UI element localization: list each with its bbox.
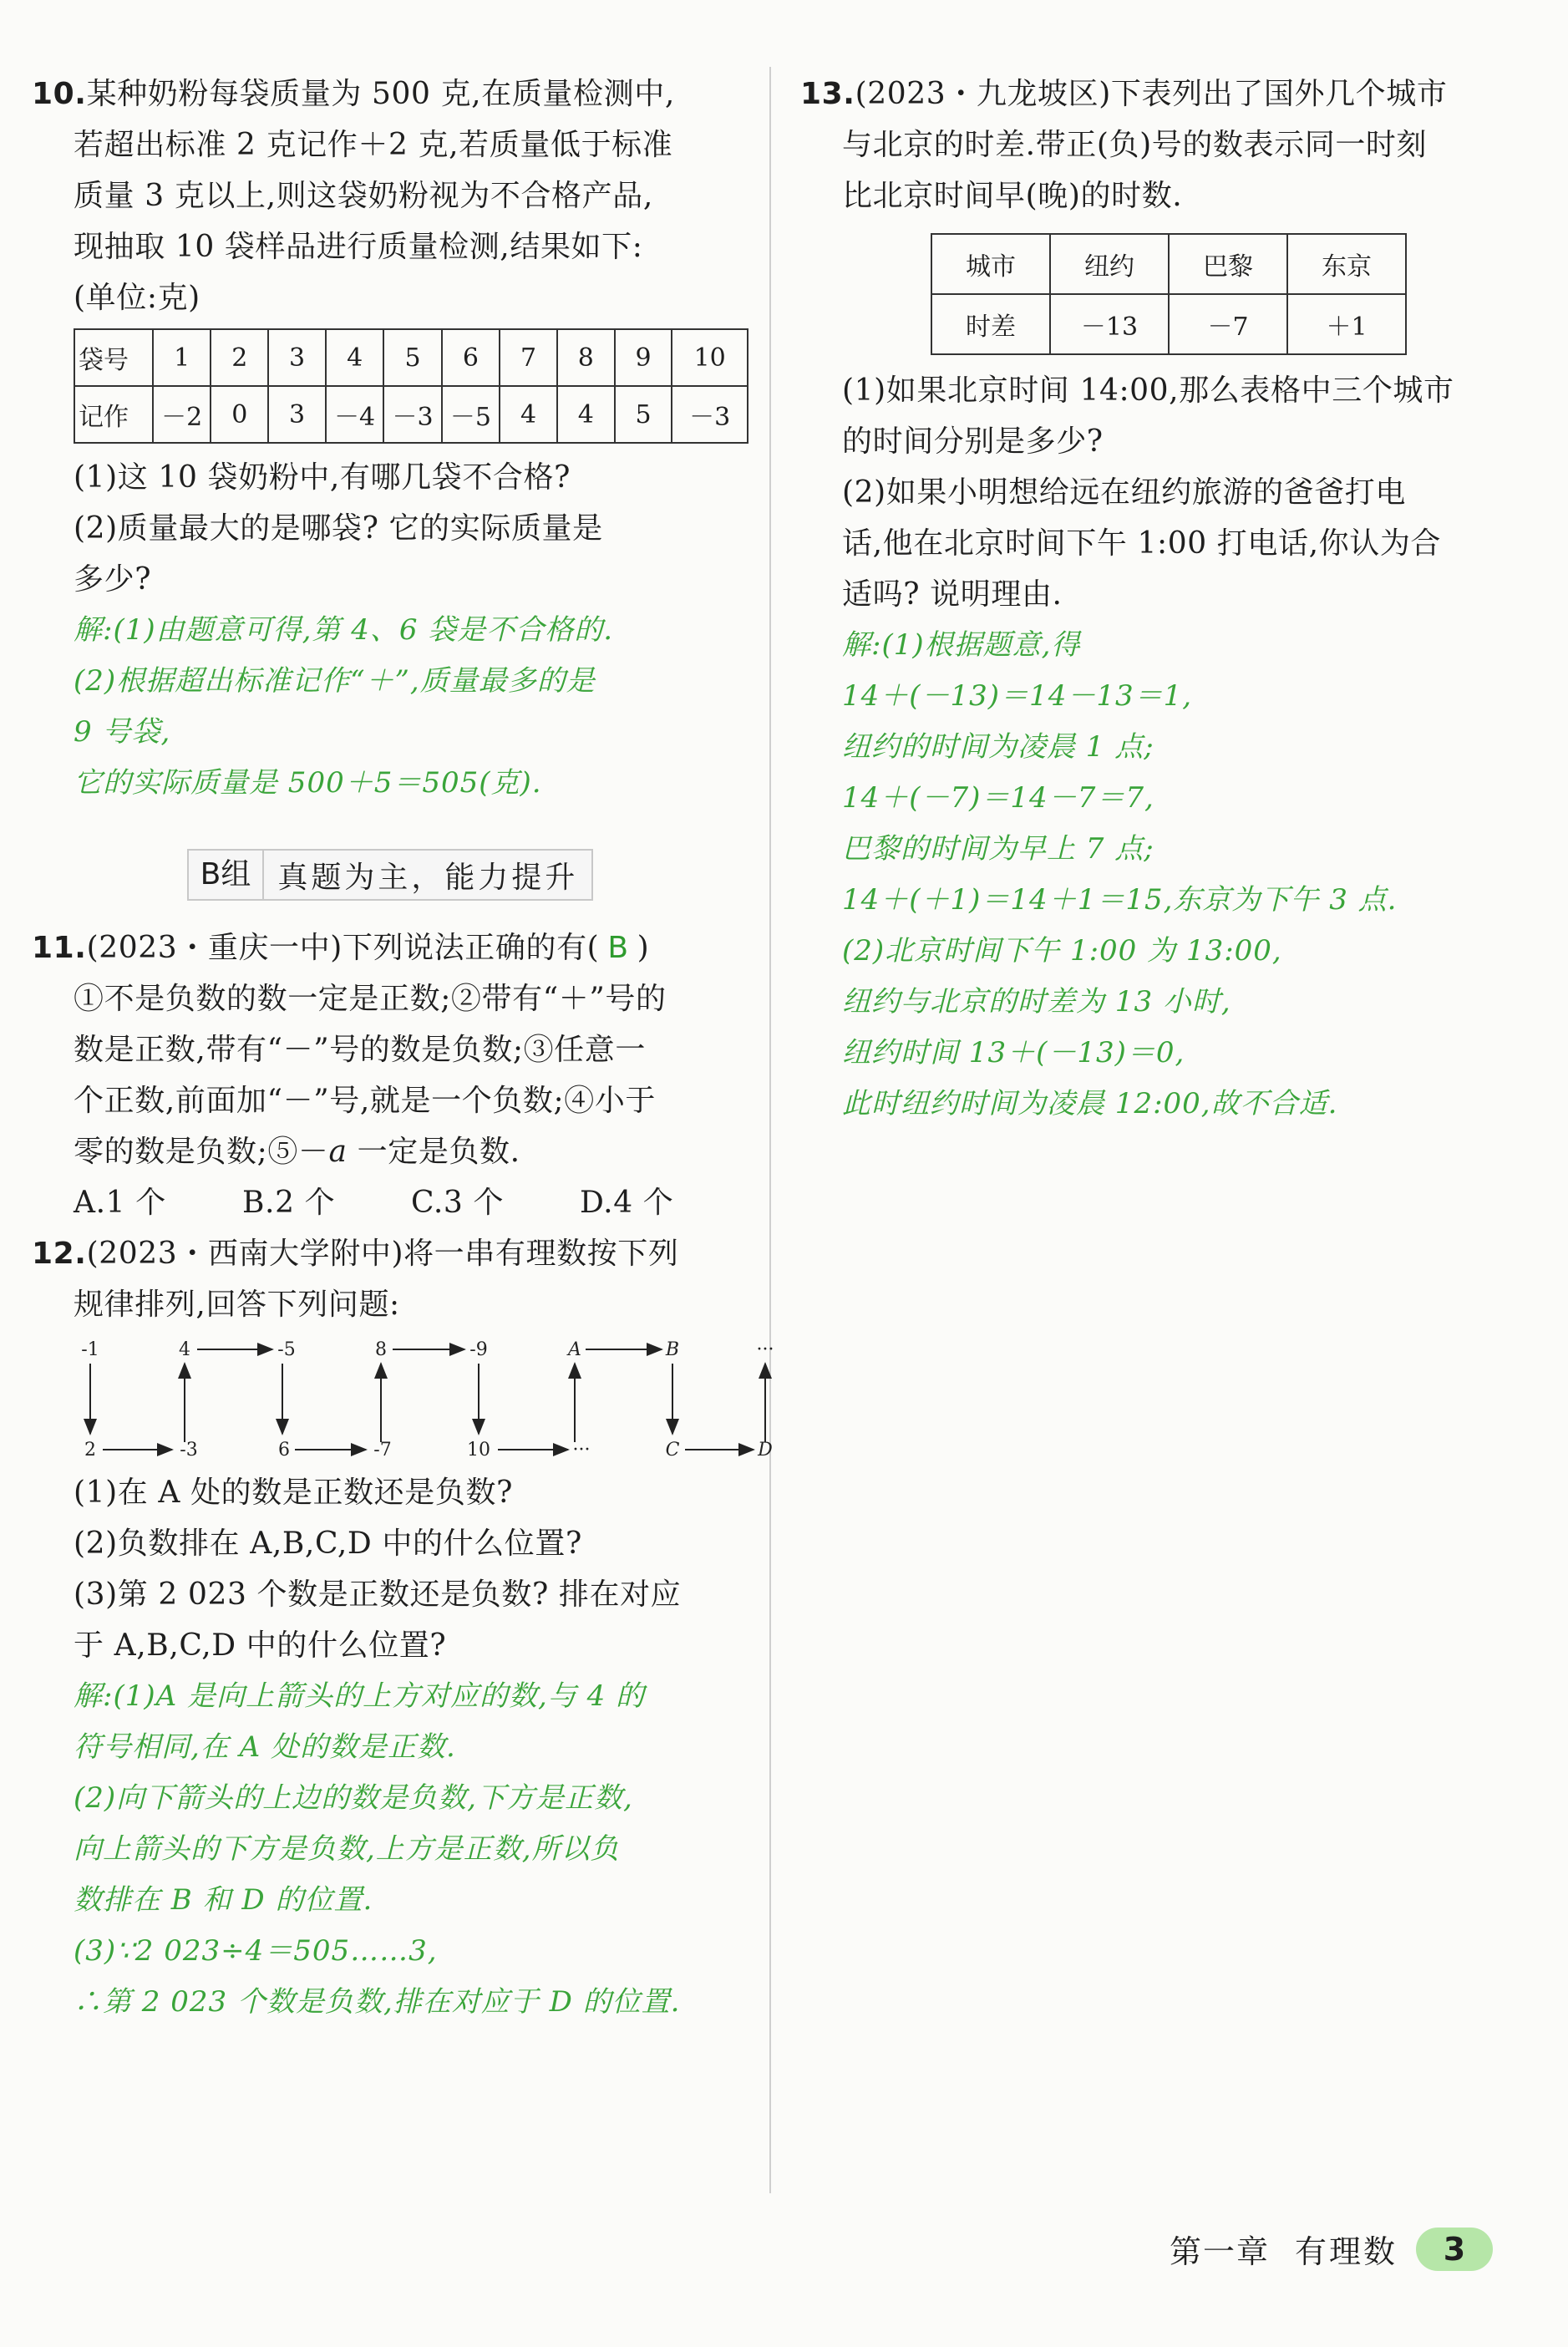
- q11-option-d: D.4 个: [580, 1186, 674, 1220]
- q10-line-1: 10.某种奶粉每袋质量为 500 克,在质量检测中,: [32, 77, 675, 111]
- q13-question-1-cont: 的时间分别是多少?: [842, 424, 1104, 459]
- q13-answer-line: 14＋(－7)＝14－7＝7,: [842, 781, 1154, 815]
- diagram-label: 2: [84, 1440, 96, 1461]
- q12-answer-line: 解:(1)A 是向上箭头的上方对应的数,与 4 的: [74, 1679, 646, 1713]
- q11-line: ①不是负数的数一定是正数;②带有“＋”号的: [74, 982, 667, 1016]
- diagram-label: -9: [469, 1339, 488, 1360]
- q10-cell: －2: [153, 386, 211, 443]
- q11-option-b: B.2 个: [242, 1186, 336, 1220]
- q11-option-a: A.1 个: [74, 1186, 166, 1220]
- section-b-tag: B组: [189, 851, 265, 899]
- q10-table-row-record: [74, 386, 748, 443]
- q13-cell: －13: [1050, 294, 1169, 354]
- question-13: [800, 69, 1520, 1130]
- q11-line: 个正数,前面加“－”号,就是一个负数;④小于: [74, 1084, 657, 1118]
- q10-cell: 0: [211, 386, 268, 443]
- q13-question-1: (1)如果北京时间 14:00,那么表格中三个城市: [842, 373, 1454, 408]
- q13-answer-line: 解:(1)根据题意,得: [842, 628, 1081, 662]
- q10-row2-label: 记作: [74, 386, 153, 443]
- q13-answer-line: 14＋(＋1)＝14＋1＝15,东京为下午 3 点.: [842, 883, 1398, 917]
- q12-number: 12.: [32, 1237, 87, 1271]
- q10-question-1: (1)这 10 袋奶粉中,有哪几袋不合格?: [74, 460, 571, 495]
- q10-row1-label: 袋号: [74, 329, 153, 386]
- question-11: [32, 922, 748, 1228]
- diagram-label: 4: [179, 1339, 190, 1360]
- q13-cell: ＋1: [1287, 294, 1406, 354]
- q10-number: 10.: [32, 77, 87, 111]
- q12-answer-line: 向上箭头的下方是负数,上方是正数,所以负: [74, 1832, 620, 1866]
- q10-cell: 2: [211, 329, 268, 386]
- q13-question-2-cont: 话,他在北京时间下午 1:00 打电话,你认为合: [842, 526, 1442, 561]
- q13-line-1: 13.(2023・九龙坡区)下表列出了国外几个城市: [800, 77, 1448, 111]
- q10-cell: －5: [442, 386, 500, 443]
- q13-table-row-city: [931, 234, 1406, 294]
- q13-line-3: 比北京时间早(晚)的时数.: [842, 179, 1183, 213]
- q13-cell: 城市: [931, 234, 1050, 294]
- q10-cell: 4: [557, 386, 615, 443]
- diagram-label: -5: [277, 1339, 296, 1360]
- q10-answer-line: 解:(1)由题意可得,第 4、6 袋是不合格的.: [74, 613, 614, 647]
- q10-answer-line: 9 号袋,: [74, 715, 171, 749]
- q12-question-3: (3)第 2 023 个数是正数还是负数? 排在对应: [74, 1577, 682, 1612]
- q13-answer-line: 纽约与北京的时差为 13 小时,: [842, 985, 1231, 1019]
- q12-answer-line: ∴第 2 023 个数是负数,排在对应于 D 的位置.: [74, 1985, 681, 2019]
- diagram-label: D: [758, 1440, 773, 1461]
- q10-cell: 5: [615, 386, 672, 443]
- right-column: [800, 69, 1520, 1130]
- diagram-label: B: [665, 1339, 680, 1360]
- q10-cell: 4: [500, 386, 557, 443]
- footer-chapter-name: 有理数: [1294, 2233, 1398, 2270]
- q12-answer-line: (3)∵2 023÷4＝505……3,: [74, 1934, 438, 1968]
- diagram-label: 8: [375, 1339, 387, 1360]
- left-column: [32, 69, 774, 2028]
- q13-table: [931, 233, 1407, 355]
- q11-line-last: 零的数是负数;⑤－a 一定是负数.: [74, 1135, 520, 1169]
- q12-arrow-diagram: [57, 1335, 775, 1461]
- q13-answer-line: 纽约的时间为凌晨 1 点;: [842, 730, 1154, 764]
- q13-question-2: (2)如果小明想给远在纽约旅游的爸爸打电: [842, 475, 1406, 510]
- q10-question-2-cont: 多少?: [74, 562, 152, 597]
- q10-table: [74, 328, 748, 444]
- q12-line-1: 12.(2023・西南大学附中)将一串有理数按下列: [32, 1237, 679, 1271]
- q11-option-c: C.3 个: [411, 1186, 505, 1220]
- q10-cell: 3: [268, 386, 326, 443]
- q13-cell: 巴黎: [1169, 234, 1287, 294]
- q10-cell: 4: [326, 329, 383, 386]
- diagram-label: 10: [467, 1440, 490, 1461]
- q11-answer: B: [607, 931, 629, 965]
- q13-answer-line: (2)北京时间下午 1:00 为 13:00,: [842, 934, 1282, 968]
- q12-answer-line: (2)向下箭头的上边的数是负数,下方是正数,: [74, 1781, 633, 1815]
- q12-question-2: (2)负数排在 A,B,C,D 中的什么位置?: [74, 1527, 582, 1561]
- q10-cell: 3: [268, 329, 326, 386]
- diagram-label: A: [568, 1339, 581, 1360]
- diagram-arrows: [90, 1349, 765, 1450]
- q13-answer-line: 14＋(－13)＝14－13＝1,: [842, 679, 1193, 713]
- q10-cell: －4: [326, 386, 383, 443]
- column-divider: [769, 67, 771, 2193]
- q13-cell: 东京: [1287, 234, 1406, 294]
- page-footer: [1170, 2226, 1493, 2272]
- q13-question-2-cont: 适吗? 说明理由.: [842, 577, 1063, 612]
- q11-options: [32, 1177, 748, 1228]
- page-number-badge: 3: [1416, 2228, 1493, 2271]
- q13-table-row-diff: [931, 294, 1406, 354]
- diagram-label: 6: [278, 1440, 290, 1461]
- q10-line-5: (单位:克): [74, 281, 200, 315]
- q13-number: 13.: [800, 77, 855, 111]
- diagram-label: ···: [756, 1339, 774, 1360]
- q10-cell: 8: [557, 329, 615, 386]
- q12-question-3-cont: 于 A,B,C,D 中的什么位置?: [74, 1628, 447, 1663]
- q11-stem: 11.(2023・重庆一中)下列说法正确的有( B ): [32, 931, 650, 965]
- q10-line-4: 现抽取 10 袋样品进行质量检测,结果如下:: [74, 230, 643, 264]
- q13-answer-line: 巴黎的时间为早上 7 点;: [842, 832, 1154, 866]
- diagram-bottom-labels: [84, 1440, 773, 1461]
- q10-cell: 1: [153, 329, 211, 386]
- q10-cell: 5: [383, 329, 441, 386]
- section-b-header: [32, 849, 748, 901]
- q13-line-2: 与北京的时差.带正(负)号的数表示同一时刻: [842, 128, 1428, 162]
- q10-table-row-bag: [74, 329, 748, 386]
- q12-question-1: (1)在 A 处的数是正数还是负数?: [74, 1476, 513, 1510]
- q10-cell: －3: [672, 386, 748, 443]
- q13-answer-line: 纽约时间 13＋(－13)＝0,: [842, 1036, 1185, 1069]
- q13-cell: 纽约: [1050, 234, 1169, 294]
- q13-answer-line: 此时纽约时间为凌晨 12:00,故不合适.: [842, 1087, 1338, 1120]
- q10-line-2: 若超出标准 2 克记作＋2 克,若质量低于标准: [74, 128, 673, 162]
- q10-question-2: (2)质量最大的是哪袋? 它的实际质量是: [74, 511, 603, 546]
- q11-line: 数是正数,带有“－”号的数是负数;③任意一: [74, 1033, 646, 1067]
- q13-cell: －7: [1169, 294, 1287, 354]
- q10-cell: 7: [500, 329, 557, 386]
- section-b-box: [187, 849, 594, 901]
- q10-answer-line: 它的实际质量是 500＋5＝505(克).: [74, 766, 542, 800]
- q12-answer-line: 符号相同,在 A 处的数是正数.: [74, 1730, 456, 1764]
- diagram-label: -1: [81, 1339, 99, 1360]
- diagram-label: C: [665, 1440, 680, 1461]
- q10-answer-line: (2)根据超出标准记作“＋”,质量最多的是: [74, 664, 596, 698]
- q12-answer-line: 数排在 B 和 D 的位置.: [74, 1883, 373, 1917]
- q10-cell: 10: [672, 329, 748, 386]
- diagram-label: -3: [180, 1440, 198, 1461]
- q13-cell: 时差: [931, 294, 1050, 354]
- q10-cell: －3: [383, 386, 441, 443]
- diagram-label: -7: [373, 1440, 392, 1461]
- question-12: [32, 1228, 774, 2028]
- q11-number: 11.: [32, 931, 87, 965]
- section-b-title: 真题为主，能力提升: [277, 860, 579, 895]
- footer-chapter: 第一章: [1169, 2233, 1270, 2270]
- q10-line-3: 质量 3 克以上,则这袋奶粉视为不合格产品,: [74, 179, 653, 213]
- diagram-label: ···: [572, 1440, 591, 1461]
- q10-cell: 6: [442, 329, 500, 386]
- q12-line-2: 规律排列,回答下列问题:: [74, 1288, 400, 1322]
- q10-cell: 9: [615, 329, 672, 386]
- question-10: [32, 69, 748, 809]
